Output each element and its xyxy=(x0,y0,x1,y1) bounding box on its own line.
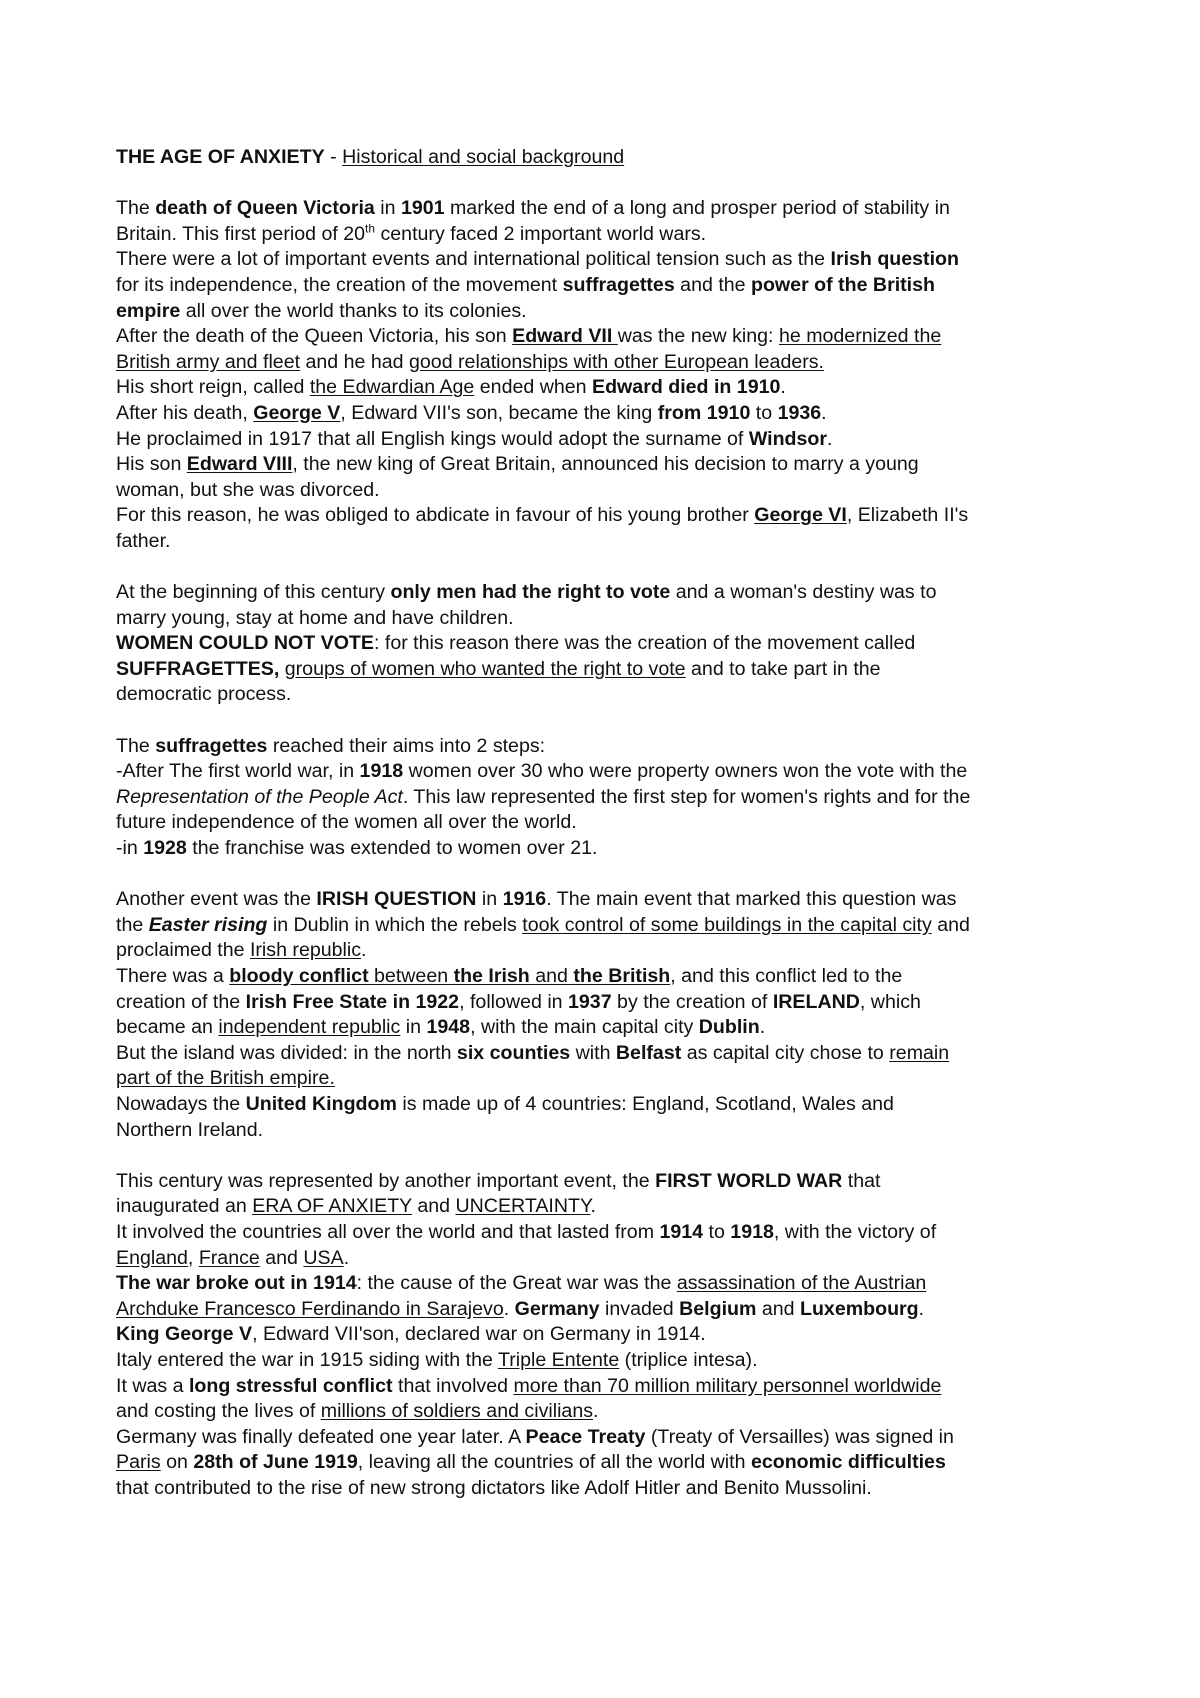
text-run: part of the British empire. xyxy=(116,1067,335,1090)
text-run: . xyxy=(759,1016,766,1039)
text-run: . xyxy=(821,401,827,424)
text-run: 1936 xyxy=(777,401,822,424)
blank-line xyxy=(116,708,1096,734)
text-run: that contributed to the rise of new strong dictators like Adolf Hitler and Benito Mussolini. xyxy=(116,1476,872,1499)
text-line xyxy=(116,1374,1096,1400)
text-run: Edward VIII xyxy=(186,453,293,476)
text-line xyxy=(116,1246,1096,1272)
blank-line xyxy=(116,862,1096,888)
text-line xyxy=(116,759,1096,785)
text-line xyxy=(116,299,1096,325)
text-run: marry young, stay at home and have children. xyxy=(116,606,514,629)
text-run: 1918 xyxy=(359,760,404,783)
text-run: The xyxy=(116,197,156,220)
text-run: . xyxy=(590,1195,596,1218)
text-run: he modernized the xyxy=(778,325,942,348)
text-run: After his death, xyxy=(116,401,254,424)
text-run: WOMEN COULD NOT VOTE xyxy=(116,632,374,655)
text-run: empire xyxy=(116,299,181,322)
text-run: Northern Ireland. xyxy=(116,1118,264,1141)
text-run: He proclaimed in 1917 that all English kings would adopt the surname of xyxy=(116,427,749,450)
text-line xyxy=(116,1399,1096,1425)
text-run: inaugurated an xyxy=(116,1195,253,1218)
text-run: was the new king: xyxy=(617,325,779,348)
text-run: Belgium xyxy=(679,1297,757,1320)
text-line xyxy=(116,1271,1096,1297)
text-run: more than 70 million military personnel worldwide xyxy=(513,1374,942,1397)
text-run: bloody conflict xyxy=(229,965,369,987)
document-body xyxy=(116,196,1096,1501)
text-run: Representation of the People Act xyxy=(116,785,403,808)
text-run: the Irish xyxy=(453,965,530,987)
text-line xyxy=(116,1425,1096,1451)
text-run: women over 30 who were property owners won the vote with the xyxy=(403,760,968,783)
text-run: invaded xyxy=(599,1297,680,1320)
text-line xyxy=(116,1066,1096,1092)
text-line xyxy=(116,273,1096,299)
title-separator: - xyxy=(324,146,343,168)
text-run: remain xyxy=(889,1041,950,1064)
text-run: , with the main capital city xyxy=(470,1016,699,1039)
text-line xyxy=(116,503,1096,529)
text-run: and xyxy=(259,1246,304,1269)
text-run: His short reign, called xyxy=(116,376,310,399)
text-run: all over the world thanks to its colonies. xyxy=(180,299,527,322)
text-line xyxy=(116,1476,1096,1502)
text-run: -in xyxy=(116,837,144,860)
text-run: Edward died in 1910 xyxy=(592,376,781,399)
text-run: that xyxy=(842,1169,881,1192)
text-run: good relationships with other European leaders. xyxy=(409,350,824,373)
text-run: and xyxy=(411,1195,456,1218)
text-run: It involved the countries all over the world and that lasted from xyxy=(116,1220,660,1243)
text-run: that involved xyxy=(392,1374,514,1397)
text-line xyxy=(116,247,1096,273)
text-run: , leaving all the countries of all the world with xyxy=(357,1451,751,1474)
text-line xyxy=(116,938,1096,964)
text-run: in xyxy=(374,197,401,220)
blank-line xyxy=(116,171,1096,197)
text-run: economic difficulties xyxy=(750,1451,946,1474)
text-run: FIRST WORLD WAR xyxy=(655,1169,843,1192)
text-run: IRISH QUESTION xyxy=(316,888,477,911)
text-line xyxy=(116,529,1096,555)
text-run: British army and fleet xyxy=(116,350,301,373)
blank-line xyxy=(116,555,1096,581)
text-line xyxy=(116,964,1096,990)
title-subtitle: Historical and social background xyxy=(342,146,625,168)
text-run: 1914 xyxy=(659,1220,704,1243)
text-run: IRELAND xyxy=(772,990,860,1013)
text-run: century faced 2 important world wars. xyxy=(375,222,707,245)
text-run: (triplice intesa). xyxy=(619,1348,758,1371)
text-run: But the island was divided: in the north xyxy=(116,1041,457,1064)
text-line xyxy=(116,222,1096,248)
text-run: reached their aims into 2 steps: xyxy=(267,734,546,757)
text-run: . xyxy=(918,1297,925,1320)
text-run: suffragettes xyxy=(155,734,268,757)
text-line xyxy=(116,1194,1096,1220)
text-run: . This law represented the first step for women's rights and for the xyxy=(402,785,971,808)
text-run: , Edward VII'son, declared war on Germany in 1914. xyxy=(252,1323,706,1346)
text-line xyxy=(116,836,1096,862)
text-run: from 1910 xyxy=(657,401,751,424)
text-run: Germany xyxy=(514,1297,600,1320)
text-run: independent republic xyxy=(218,1016,401,1039)
text-run: millions of soldiers and civilians xyxy=(320,1400,594,1423)
text-run: took control of some buildings in the capital city xyxy=(522,913,932,936)
text-run: six counties xyxy=(456,1041,571,1064)
text-line xyxy=(116,913,1096,939)
text-run: th xyxy=(365,221,376,236)
text-run: . xyxy=(780,376,786,399)
text-run: in Dublin in which the rebels xyxy=(267,913,523,936)
text-run: with xyxy=(570,1041,616,1064)
text-line xyxy=(116,1322,1096,1348)
text-run: the British xyxy=(573,965,671,987)
text-run: , followed in xyxy=(459,990,569,1013)
text-run: to xyxy=(750,401,778,424)
text-run: , the new king of Great Britain, announced his decision to marry a young xyxy=(292,453,919,476)
text-run: : the cause of the Great war was the xyxy=(356,1272,677,1295)
text-run: became an xyxy=(116,1016,219,1039)
text-line xyxy=(116,580,1096,606)
text-run: France xyxy=(198,1246,260,1269)
text-run: marked the end of a long and prosper period of stability in xyxy=(444,197,950,220)
text-run: father. xyxy=(116,529,171,552)
text-line xyxy=(116,631,1096,657)
text-run: There was a xyxy=(116,965,230,987)
text-run: 1928 xyxy=(143,837,187,860)
text-run: , xyxy=(187,1246,199,1269)
text-run: assassination of the Austrian xyxy=(676,1272,927,1295)
text-run: Nowadays the xyxy=(116,1092,246,1115)
text-run: Italy entered the war in 1915 siding with the xyxy=(116,1348,498,1371)
text-run: -After The first world war, in xyxy=(116,760,360,783)
text-run: The xyxy=(116,734,156,757)
text-run: Archduke Francesco Ferdinando in Sarajevo xyxy=(116,1297,504,1320)
text-line xyxy=(116,1092,1096,1118)
text-run: SUFFRAGETTES, xyxy=(116,657,280,680)
text-run: the Edwardian Age xyxy=(309,376,475,399)
text-run: Dublin xyxy=(698,1016,760,1039)
text-run: Irish republic xyxy=(249,939,362,962)
text-run: His son xyxy=(116,453,187,476)
text-run: Easter rising xyxy=(148,913,268,936)
text-run: Another event was the xyxy=(116,888,317,911)
text-line xyxy=(116,427,1096,453)
text-run: Peace Treaty xyxy=(525,1425,646,1448)
text-run: creation of the xyxy=(116,990,246,1013)
text-run: George V xyxy=(253,401,341,424)
text-run: Paris xyxy=(116,1451,161,1474)
text-line xyxy=(116,401,1096,427)
text-line xyxy=(116,606,1096,632)
text-run: Irish question xyxy=(830,248,959,271)
text-run: 28th of June 1919 xyxy=(193,1451,358,1474)
text-line xyxy=(116,1450,1096,1476)
text-run: 1916 xyxy=(502,888,547,911)
text-run: England xyxy=(116,1246,188,1269)
text-line xyxy=(116,887,1096,913)
text-run: Windsor xyxy=(748,427,828,450)
text-run: It was a xyxy=(116,1374,189,1397)
text-line xyxy=(116,657,1096,683)
text-line xyxy=(116,196,1096,222)
text-line xyxy=(116,1015,1096,1041)
text-run: future independence of the women all over the world. xyxy=(116,811,577,834)
text-run: long stressful conflict xyxy=(188,1374,393,1397)
text-run: , and this conflict led to the xyxy=(670,965,903,987)
text-run: George VI xyxy=(754,504,847,527)
text-run: The war broke out in 1914 xyxy=(116,1272,357,1295)
text-run: in xyxy=(400,1016,427,1039)
text-run: , Elizabeth II's xyxy=(846,504,969,527)
text-run: This century was represented by another important event, the xyxy=(116,1169,656,1192)
text-run: (Treaty of Versailles) was signed in xyxy=(645,1425,954,1448)
text-run: . xyxy=(361,939,367,962)
text-run: After the death of the Queen Victoria, his son xyxy=(116,325,513,348)
text-line xyxy=(116,1220,1096,1246)
text-line xyxy=(116,810,1096,836)
text-run: between xyxy=(368,965,454,987)
text-run: death of Queen Victoria xyxy=(155,197,375,220)
text-run: Irish Free State in 1922 xyxy=(245,990,460,1013)
text-run: and xyxy=(931,913,970,936)
text-line xyxy=(116,785,1096,811)
document-title xyxy=(116,145,1096,171)
text-run: in xyxy=(476,888,503,911)
text-run: power of the British xyxy=(751,273,935,296)
text-line xyxy=(116,1348,1096,1374)
text-run: . The main event that marked this question was xyxy=(546,888,957,911)
text-run: and to take part in the xyxy=(685,657,881,680)
text-line xyxy=(116,324,1096,350)
text-run: woman, but she was divorced. xyxy=(116,478,380,501)
document-page xyxy=(116,145,1096,1501)
text-run: Luxembourg xyxy=(800,1297,919,1320)
text-run: as capital city chose to xyxy=(681,1041,890,1064)
text-run: only men had the right to vote xyxy=(390,581,671,604)
text-run: For this reason, he was obliged to abdicate in favour of his young brother xyxy=(116,504,755,527)
text-run: 1901 xyxy=(400,197,445,220)
text-run: is made up of 4 countries: England, Scotland, Wales and xyxy=(396,1092,894,1115)
text-run: At the beginning of this century xyxy=(116,581,391,604)
text-run: , Edward VII's son, became the king xyxy=(340,401,658,424)
text-run: proclaimed the xyxy=(116,939,250,962)
text-run: suffragettes xyxy=(562,273,675,296)
text-run: . xyxy=(343,1246,350,1269)
text-run: , which xyxy=(859,990,921,1013)
text-run: to xyxy=(703,1220,731,1243)
text-run: Britain. This first period of 20 xyxy=(116,222,366,245)
text-run: UNCERTAINTY xyxy=(455,1195,591,1218)
text-run: USA xyxy=(303,1246,344,1269)
text-line xyxy=(116,1297,1096,1323)
text-run: . xyxy=(593,1400,599,1423)
text-run: King George V xyxy=(116,1323,253,1346)
text-run: and xyxy=(529,965,574,987)
text-line xyxy=(116,682,1096,708)
text-line xyxy=(116,1118,1096,1144)
text-run: , with the victory of xyxy=(773,1220,937,1243)
text-run: ended when xyxy=(474,376,593,399)
text-line xyxy=(116,734,1096,760)
text-run: . xyxy=(827,427,833,450)
text-run: groups of women who wanted the right to vote xyxy=(284,657,686,680)
text-run: on xyxy=(160,1451,194,1474)
text-line xyxy=(116,990,1096,1016)
text-run: ERA OF ANXIETY xyxy=(252,1195,412,1218)
text-run: and costing the lives of xyxy=(116,1400,321,1423)
text-line xyxy=(116,1041,1096,1067)
text-run: . xyxy=(503,1297,515,1320)
blank-line xyxy=(116,1143,1096,1169)
text-line xyxy=(116,452,1096,478)
text-run: Belfast xyxy=(615,1041,682,1064)
text-run: democratic process. xyxy=(116,683,292,706)
text-run: and the xyxy=(674,273,751,296)
text-run: for its independence, the creation of the movement xyxy=(116,273,563,296)
text-run: 1948 xyxy=(426,1016,471,1039)
text-line xyxy=(116,350,1096,376)
text-run: : for this reason there was the creation of the movement called xyxy=(373,632,916,655)
text-run: There were a lot of important events and international political tension such as the xyxy=(116,248,831,271)
text-run: Germany was finally defeated one year later. A xyxy=(116,1425,526,1448)
text-run: the franchise was extended to women over 21. xyxy=(186,837,598,860)
text-line xyxy=(116,1169,1096,1195)
text-run: Edward VII xyxy=(512,325,618,348)
text-run: and he had xyxy=(300,350,409,373)
text-run: Triple Entente xyxy=(497,1348,620,1371)
title-text: THE AGE OF ANXIETY xyxy=(116,146,325,168)
text-line xyxy=(116,478,1096,504)
text-run: 1937 xyxy=(568,990,612,1013)
text-run: 1918 xyxy=(730,1220,774,1243)
text-run: the xyxy=(116,913,149,936)
text-run: and a woman's destiny was to xyxy=(670,581,937,604)
text-run: and xyxy=(756,1297,800,1320)
text-line xyxy=(116,375,1096,401)
text-run: United Kingdom xyxy=(245,1092,397,1115)
text-run: by the creation of xyxy=(611,990,773,1013)
